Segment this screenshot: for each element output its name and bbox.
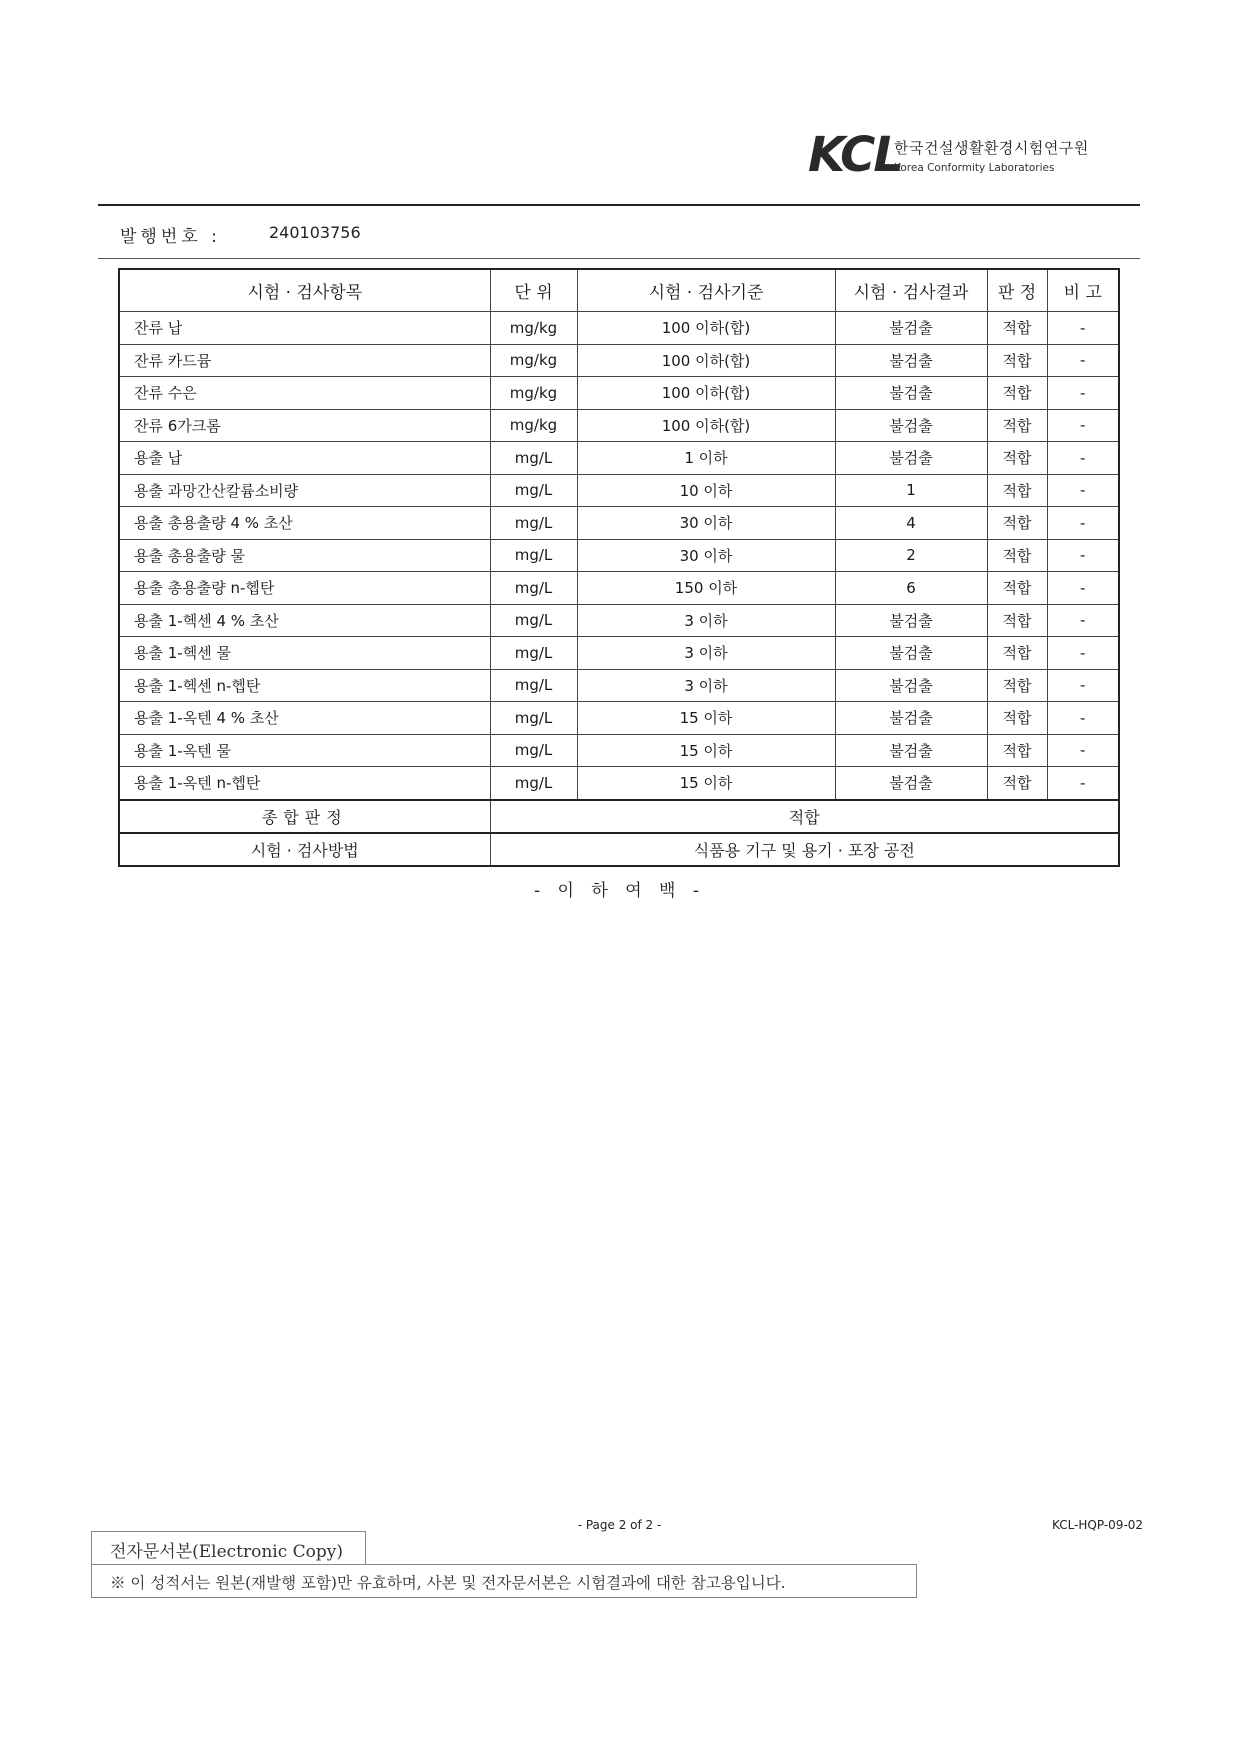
cell-standard: 30 이하: [577, 539, 835, 572]
cell-judgement: 적합: [987, 312, 1047, 345]
cell-item: 용출 1-헥센 4 % 초산: [119, 604, 490, 637]
cell-standard: 15 이하: [577, 702, 835, 735]
cell-judgement: 적합: [987, 734, 1047, 767]
cell-remarks: -: [1047, 539, 1119, 572]
cell-remarks: -: [1047, 767, 1119, 800]
cell-item: 용출 1-옥텐 물: [119, 734, 490, 767]
cell-remarks: -: [1047, 669, 1119, 702]
cell-result: 불검출: [835, 637, 987, 670]
cell-remarks: -: [1047, 474, 1119, 507]
table-row: [119, 507, 1119, 540]
cell-item: 용출 납: [119, 442, 490, 475]
col-header-remarks: 비 고: [1047, 269, 1119, 312]
cell-judgement: 적합: [987, 702, 1047, 735]
table-header-row: [119, 269, 1119, 312]
col-header-result: 시험 · 검사결과: [835, 269, 987, 312]
cell-result: 4: [835, 507, 987, 540]
cell-unit: mg/L: [490, 604, 577, 637]
cell-result: 불검출: [835, 377, 987, 410]
cell-judgement: 적합: [987, 539, 1047, 572]
cell-unit: mg/L: [490, 669, 577, 702]
end-of-content-note: - 이 하 여 백 -: [534, 881, 705, 901]
cell-unit: mg/kg: [490, 409, 577, 442]
cell-judgement: 적합: [987, 474, 1047, 507]
cell-result: 불검출: [835, 669, 987, 702]
cell-standard: 100 이하(합): [577, 312, 835, 345]
cell-item: 용출 1-옥텐 4 % 초산: [119, 702, 490, 735]
form-code: KCL-HQP-09-02: [1052, 1518, 1144, 1532]
cell-standard: 30 이하: [577, 507, 835, 540]
issue-rule: [98, 258, 1140, 259]
cell-item: 용출 과망간산칼륨소비량: [119, 474, 490, 507]
cell-judgement: 적합: [987, 344, 1047, 377]
cell-standard: 3 이하: [577, 669, 835, 702]
cell-item: 용출 1-헥센 n-헵탄: [119, 669, 490, 702]
test-results-table: [118, 268, 1120, 867]
cell-unit: mg/L: [490, 637, 577, 670]
cell-unit: mg/L: [490, 702, 577, 735]
cell-unit: mg/kg: [490, 377, 577, 410]
test-method-label: 시험 · 검사방법: [119, 833, 490, 866]
cell-judgement: 적합: [987, 604, 1047, 637]
org-name-ko: 한국건설생활환경시험연구원: [894, 139, 1089, 157]
col-header-judgement: 판 정: [987, 269, 1047, 312]
overall-judgement-label: 종합판정: [119, 800, 490, 833]
cell-judgement: 적합: [987, 377, 1047, 410]
cell-result: 불검출: [835, 409, 987, 442]
cell-result: 불검출: [835, 604, 987, 637]
table-row: [119, 409, 1119, 442]
table-row: [119, 442, 1119, 475]
cell-remarks: -: [1047, 702, 1119, 735]
cell-standard: 15 이하: [577, 767, 835, 800]
cell-unit: mg/L: [490, 442, 577, 475]
electronic-copy-label: 전자문서본(Electronic Copy): [91, 1531, 366, 1564]
cell-item: 잔류 납: [119, 312, 490, 345]
table-row: [119, 312, 1119, 345]
cell-judgement: 적합: [987, 572, 1047, 605]
test-method-value: 식품용 기구 및 용기 · 포장 공전: [490, 833, 1119, 866]
cell-result: 불검출: [835, 312, 987, 345]
cell-item: 용출 총용출량 물: [119, 539, 490, 572]
cell-remarks: -: [1047, 312, 1119, 345]
cell-remarks: -: [1047, 637, 1119, 670]
cell-standard: 150 이하: [577, 572, 835, 605]
cell-judgement: 적합: [987, 507, 1047, 540]
cell-item: 용출 1-옥텐 n-헵탄: [119, 767, 490, 800]
cell-unit: mg/L: [490, 767, 577, 800]
cell-standard: 100 이하(합): [577, 409, 835, 442]
col-header-unit: 단 위: [490, 269, 577, 312]
cell-standard: 100 이하(합): [577, 344, 835, 377]
table-row: [119, 767, 1119, 800]
cell-standard: 15 이하: [577, 734, 835, 767]
table-row: [119, 637, 1119, 670]
cell-result: 6: [835, 572, 987, 605]
cell-remarks: -: [1047, 344, 1119, 377]
table-row: [119, 539, 1119, 572]
page-number: - Page 2 of 2 -: [577, 1518, 662, 1532]
header-rule: [98, 204, 1140, 206]
table-row: [119, 344, 1119, 377]
table-row: [119, 669, 1119, 702]
cell-standard: 10 이하: [577, 474, 835, 507]
cell-remarks: -: [1047, 409, 1119, 442]
org-name-en: Korea Conformity Laboratories: [894, 162, 1055, 174]
cell-result: 불검출: [835, 734, 987, 767]
table-row: [119, 734, 1119, 767]
cell-unit: mg/L: [490, 572, 577, 605]
cell-judgement: 적합: [987, 442, 1047, 475]
cell-unit: mg/kg: [490, 344, 577, 377]
cell-standard: 100 이하(합): [577, 377, 835, 410]
cell-judgement: 적합: [987, 409, 1047, 442]
cell-item: 잔류 카드뮴: [119, 344, 490, 377]
col-header-standard: 시험 · 검사기준: [577, 269, 835, 312]
cell-unit: mg/L: [490, 507, 577, 540]
cell-result: 2: [835, 539, 987, 572]
issue-number: 240103756: [269, 223, 361, 242]
cell-result: 불검출: [835, 702, 987, 735]
issue-number-label: 발행번호 :: [120, 227, 221, 247]
cell-remarks: -: [1047, 572, 1119, 605]
cell-item: 용출 총용출량 n-헵탄: [119, 572, 490, 605]
cell-judgement: 적합: [987, 767, 1047, 800]
cell-unit: mg/L: [490, 539, 577, 572]
cell-item: 용출 총용출량 4 % 초산: [119, 507, 490, 540]
overall-judgement-row: [119, 800, 1119, 833]
cell-result: 불검출: [835, 344, 987, 377]
cell-standard: 3 이하: [577, 604, 835, 637]
overall-judgement-value: 적합: [490, 800, 1119, 833]
cell-standard: 3 이하: [577, 637, 835, 670]
cell-judgement: 적합: [987, 669, 1047, 702]
cell-unit: mg/kg: [490, 312, 577, 345]
kcl-logo-mark: KCL: [808, 127, 902, 183]
table-row: [119, 572, 1119, 605]
cell-result: 불검출: [835, 442, 987, 475]
electronic-copy-notice: ※ 이 성적서는 원본(재발행 포함)만 유효하며, 사본 및 전자문서본은 시험결과에 대한 참고용입니다.: [91, 1564, 917, 1598]
cell-remarks: -: [1047, 377, 1119, 410]
cell-unit: mg/L: [490, 734, 577, 767]
test-method-row: [119, 833, 1119, 866]
cell-unit: mg/L: [490, 474, 577, 507]
cell-result: 불검출: [835, 767, 987, 800]
cell-item: 용출 1-헥센 물: [119, 637, 490, 670]
table-row: [119, 604, 1119, 637]
cell-item: 잔류 6가크롬: [119, 409, 490, 442]
col-header-item: 시험 · 검사항목: [119, 269, 490, 312]
table-row: [119, 377, 1119, 410]
cell-remarks: -: [1047, 442, 1119, 475]
table-row: [119, 474, 1119, 507]
table-row: [119, 702, 1119, 735]
cell-item: 잔류 수은: [119, 377, 490, 410]
cell-remarks: -: [1047, 604, 1119, 637]
cell-remarks: -: [1047, 507, 1119, 540]
cell-result: 1: [835, 474, 987, 507]
cell-standard: 1 이하: [577, 442, 835, 475]
cell-judgement: 적합: [987, 637, 1047, 670]
cell-remarks: -: [1047, 734, 1119, 767]
